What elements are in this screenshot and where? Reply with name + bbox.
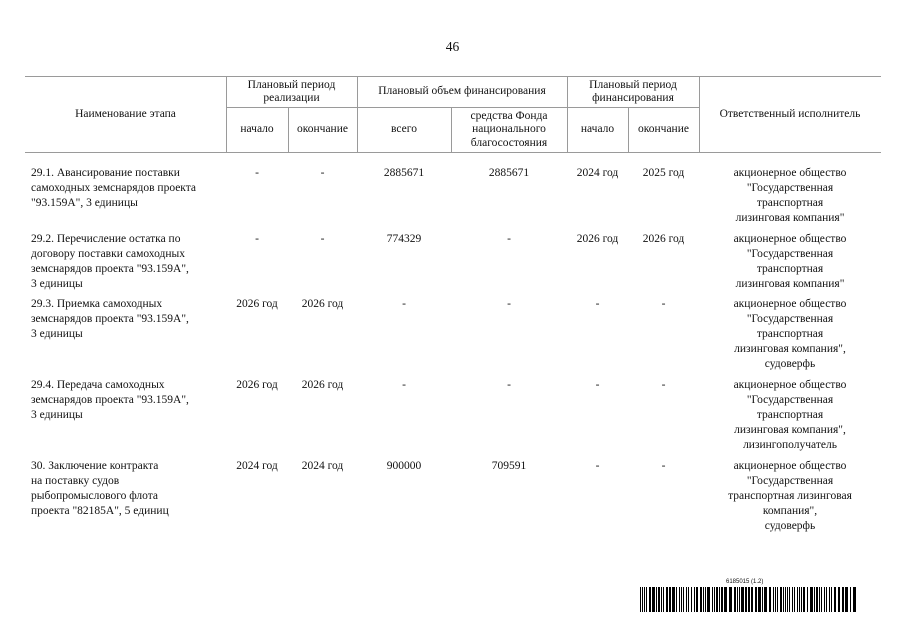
header-stage-name: Наименование этапа — [75, 107, 176, 120]
barcode-bar — [821, 587, 822, 612]
row-fund: - — [507, 298, 511, 310]
row-executor: акционерное общество "Государственная транспортная лизинговая компания" — [733, 167, 847, 224]
header-fin-end: окончание — [638, 123, 689, 136]
row-start: 2026 год — [236, 379, 278, 391]
row-start: 2026 год — [236, 298, 278, 310]
row-fin-end: - — [661, 298, 666, 310]
header-bottom-border — [25, 152, 881, 153]
row-start: - — [255, 167, 259, 179]
barcode-bar — [853, 587, 856, 612]
barcode-bar — [803, 587, 805, 612]
row-total: 774329 — [386, 233, 422, 245]
row-fund: - — [507, 233, 511, 245]
barcode-bar — [775, 587, 776, 612]
barcode-bar — [794, 587, 795, 612]
barcode-bar — [758, 587, 761, 612]
row-fin-start: - — [595, 460, 600, 472]
barcode-bar — [679, 587, 680, 612]
barcode-bar — [814, 587, 815, 612]
row-fin-end: 2025 год — [642, 167, 685, 179]
row-total: 900000 — [386, 460, 422, 472]
header-start: начало — [240, 123, 274, 136]
header-planned-period-impl: Плановый период реализации — [247, 78, 336, 104]
barcode-bar — [819, 587, 820, 612]
barcode-bar — [751, 587, 753, 612]
row-fin-end: 2026 год — [642, 233, 685, 245]
row-stage-name: 29.3. Приемка самоходных земснарядов проекта "93.159А", 3 единицы — [31, 298, 189, 340]
barcode-bar — [724, 587, 727, 612]
barcode-bar — [737, 587, 738, 612]
row-executor: акционерное общество "Государственная транспортная лизинговая компания", судоверфь — [733, 298, 847, 370]
barcode-bar — [663, 587, 664, 612]
row-fund: 709591 — [491, 460, 527, 472]
barcode-bar — [683, 587, 684, 612]
barcode-bar — [694, 587, 695, 612]
barcode-bar — [721, 587, 723, 612]
barcode-bar — [661, 587, 662, 612]
row-total: - — [402, 298, 406, 310]
row-fin-start: 2026 год — [576, 233, 619, 245]
barcode-bar — [831, 587, 832, 612]
barcode-bar — [745, 587, 747, 612]
barcode-bar — [838, 587, 840, 612]
row-fin-start: 2024 год — [576, 167, 619, 179]
header-planned-volume: Плановый объем финансирования — [378, 85, 546, 98]
barcode-bar — [672, 587, 675, 612]
barcode-bar — [762, 587, 763, 612]
header-executor: Ответственный исполнитель — [719, 107, 861, 120]
barcode-bar — [789, 587, 790, 612]
barcode-bar — [801, 587, 802, 612]
barcode-bar — [649, 587, 651, 612]
header-end: окончание — [297, 123, 348, 136]
header-fund-means: средства Фонда национального благосостояния — [470, 109, 548, 149]
row-start: - — [255, 233, 259, 245]
barcode-bar — [816, 587, 818, 612]
barcode-bar — [783, 587, 784, 612]
barcode-bar — [810, 587, 813, 612]
barcode-label: 6185015 (1.2) — [726, 579, 764, 585]
barcode-bar — [691, 587, 692, 612]
barcode-bar — [769, 587, 771, 612]
barcode-bar — [707, 587, 710, 612]
barcode-bar — [640, 587, 641, 612]
barcode-bar — [658, 587, 660, 612]
row-end: 2026 год — [301, 379, 344, 391]
row-end: 2026 год — [301, 298, 344, 310]
row-fin-start: - — [595, 379, 600, 391]
barcode-bar — [716, 587, 718, 612]
barcode-bar — [652, 587, 655, 612]
barcode-bar — [826, 587, 827, 612]
barcode-bar — [785, 587, 786, 612]
barcode-bar — [686, 587, 687, 612]
barcode-bar — [842, 587, 844, 612]
barcode-bar — [755, 587, 757, 612]
barcode-bar — [705, 587, 706, 612]
row-stage-name: 29.4. Передача самоходных земснарядов проекта "93.159А", 3 единицы — [31, 379, 189, 421]
row-fund: - — [507, 379, 511, 391]
barcode-bar — [734, 587, 736, 612]
barcode-bar — [807, 587, 808, 612]
barcode-bar — [712, 587, 713, 612]
barcode-bar — [696, 587, 698, 612]
header-fin-start: начало — [580, 123, 615, 136]
barcode-bar — [773, 587, 774, 612]
barcode-bar — [850, 587, 851, 612]
barcode-bar — [646, 587, 647, 612]
row-fin-end: - — [661, 460, 666, 472]
barcode-bar — [681, 587, 682, 612]
barcode-bar — [787, 587, 788, 612]
row-total: 2885671 — [383, 167, 425, 179]
barcode-bar — [729, 587, 732, 612]
barcode-bar — [688, 587, 689, 612]
barcode-bar — [666, 587, 668, 612]
barcode-bar — [797, 587, 798, 612]
barcode-bar — [642, 587, 643, 612]
barcode-bar — [792, 587, 793, 612]
barcode-bar — [824, 587, 825, 612]
row-stage-name: 30. Заключение контракта на поставку судов рыбопромыслового флота проекта "82185А", 5 единиц — [31, 460, 169, 517]
row-executor: акционерное общество "Государственная транспортная лизинговая компания", лизингополучатель — [733, 379, 847, 451]
barcode-bar — [777, 587, 778, 612]
row-executor: акционерное общество "Государственная транспортная лизинговая компания" — [733, 233, 847, 290]
barcode-bar — [714, 587, 715, 612]
barcode-bar — [703, 587, 704, 612]
barcode-bar — [799, 587, 800, 612]
row-stage-name: 29.2. Перечисление остатка по договору поставки самоходных земснарядов проекта "93.159А", 3 единицы — [31, 233, 189, 290]
row-end: - — [320, 167, 325, 179]
row-end: 2024 год — [301, 460, 344, 472]
page-number: 46 — [445, 39, 460, 54]
row-stage-name: 29.1. Авансирование поставки самоходных земснарядов проекта "93.159А", 3 единицы — [31, 167, 197, 209]
row-total: - — [402, 379, 406, 391]
barcode-bar — [676, 587, 677, 612]
barcode-bar — [644, 587, 645, 612]
barcode-bar — [739, 587, 740, 612]
barcode-bar — [748, 587, 750, 612]
row-fin-end: - — [661, 379, 666, 391]
barcode-bar — [719, 587, 720, 612]
barcode-icon — [640, 587, 856, 612]
header-planned-period-fin: Плановый период финансирования — [589, 78, 677, 104]
barcode-bar — [764, 587, 767, 612]
barcode-bar — [845, 587, 848, 612]
row-start: 2024 год — [236, 460, 278, 472]
barcode-bar — [656, 587, 657, 612]
barcode-bar — [741, 587, 744, 612]
barcode-bar — [829, 587, 830, 612]
header-total: всего — [391, 123, 417, 136]
barcode-bar — [834, 587, 836, 612]
row-executor: акционерное общество "Государственная транспортная лизинговая компания", судоверфь — [728, 460, 852, 532]
row-end: - — [320, 233, 325, 245]
barcode-bar — [700, 587, 702, 612]
row-fin-start: - — [595, 298, 600, 310]
barcode-bar — [669, 587, 671, 612]
barcode-bar — [780, 587, 782, 612]
row-fund: 2885671 — [488, 167, 530, 179]
